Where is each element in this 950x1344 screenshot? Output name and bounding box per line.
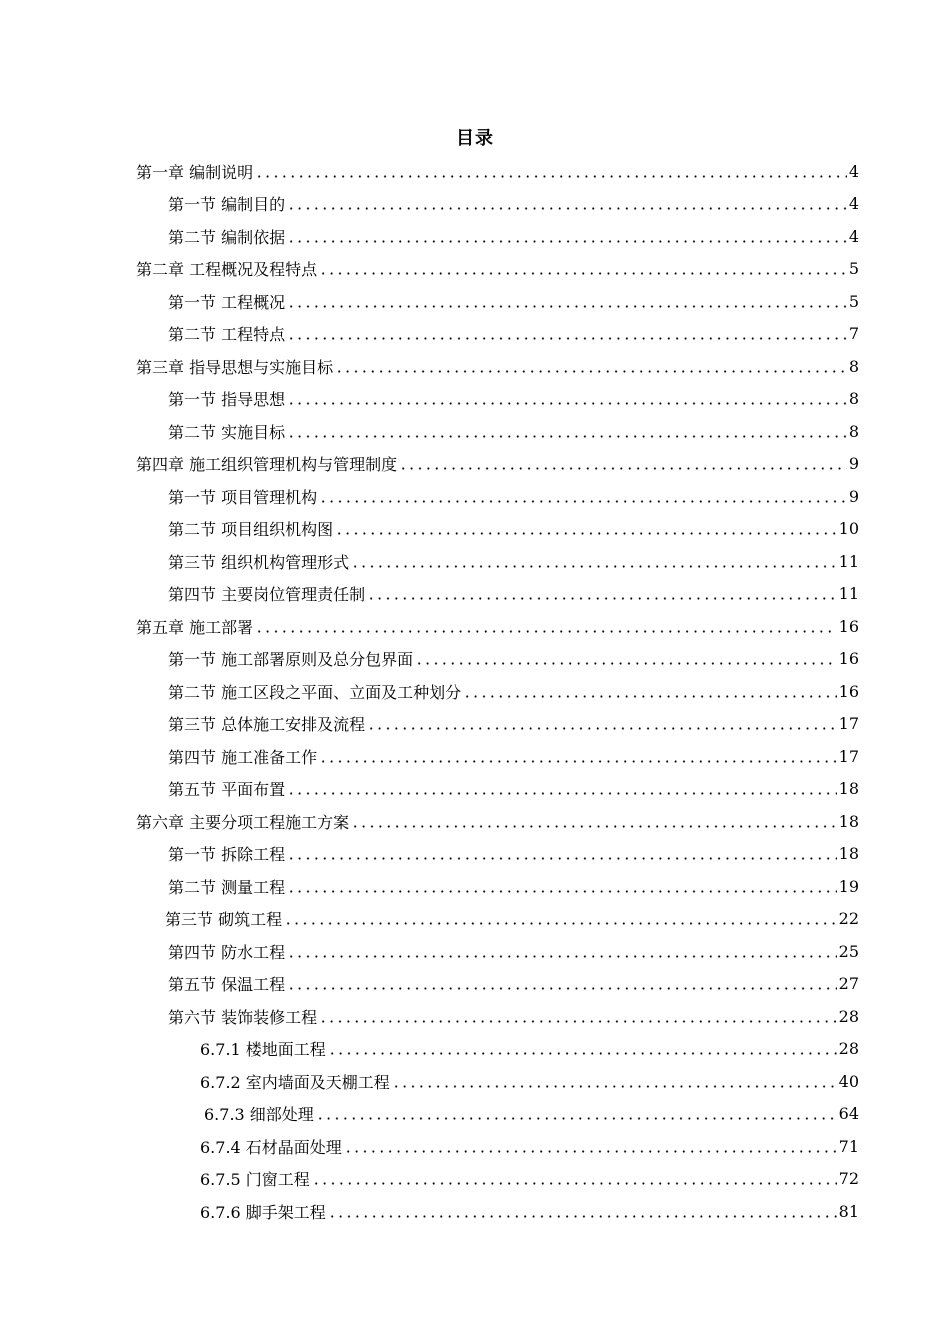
toc-entry-page: 9 xyxy=(848,454,859,474)
toc-entry-page: 28 xyxy=(838,1006,859,1026)
toc-entry[interactable] xyxy=(0,870,950,903)
toc-entry-page: 5 xyxy=(848,259,859,279)
toc-entry-page: 9 xyxy=(848,486,859,506)
toc-entry[interactable] xyxy=(0,253,950,286)
toc-entry-page: 8 xyxy=(848,356,859,376)
toc-dot-leader xyxy=(287,240,847,243)
toc-dot-leader xyxy=(463,695,837,698)
toc-entry[interactable] xyxy=(0,740,950,773)
toc-entry-page: 40 xyxy=(838,1071,859,1091)
toc-entry[interactable] xyxy=(0,903,950,936)
toc-entry[interactable] xyxy=(0,513,950,546)
toc-dot-leader xyxy=(335,370,847,373)
toc-entry-label: 第二节 工程特点 xyxy=(168,325,286,345)
toc-entry[interactable] xyxy=(0,350,950,383)
toc-dot-leader xyxy=(319,500,847,503)
toc-dot-leader xyxy=(255,175,847,178)
toc-entry-label: 6.7.3 细部处理 xyxy=(204,1105,314,1125)
toc-entry[interactable] xyxy=(0,285,950,318)
toc-entry[interactable] xyxy=(0,1000,950,1033)
toc-entry[interactable] xyxy=(0,448,950,481)
toc-dot-leader xyxy=(287,402,847,405)
toc-entry-label: 第二节 编制依据 xyxy=(168,227,286,247)
toc-entry-label: 第二章 工程概况及程特点 xyxy=(136,260,318,280)
toc-entry-label: 第六章 主要分项工程施工方案 xyxy=(136,812,350,832)
toc-entry[interactable] xyxy=(0,610,950,643)
toc-entry-page: 4 xyxy=(848,226,859,246)
toc-dot-leader xyxy=(287,857,837,860)
toc-dot-leader xyxy=(328,1052,837,1055)
toc-entry[interactable] xyxy=(0,675,950,708)
toc-entry-label: 第一节 指导思想 xyxy=(168,390,286,410)
toc-entry-label: 6.7.4 石材晶面处理 xyxy=(200,1137,342,1157)
toc-entry[interactable] xyxy=(0,1163,950,1196)
toc-entry-page: 7 xyxy=(848,324,859,344)
toc-entry-label: 第一节 编制目的 xyxy=(168,195,286,215)
toc-entry-page: 16 xyxy=(838,649,859,669)
toc-dot-leader xyxy=(335,532,837,535)
toc-dot-leader xyxy=(399,467,847,470)
toc-dot-leader xyxy=(351,825,837,828)
toc-entry-page: 28 xyxy=(838,1039,859,1059)
toc-entry[interactable] xyxy=(0,1065,950,1098)
toc-entry-label: 第三节 总体施工安排及流程 xyxy=(168,715,366,735)
toc-entry-page: 18 xyxy=(838,779,859,799)
toc-entry-page: 5 xyxy=(848,291,859,311)
toc-dot-leader xyxy=(287,305,847,308)
toc-entry-page: 10 xyxy=(838,519,859,539)
toc-entry[interactable] xyxy=(0,188,950,221)
toc-dot-leader xyxy=(415,662,837,665)
toc-entry[interactable] xyxy=(0,578,950,611)
toc-entry-label: 第一节 拆除工程 xyxy=(168,845,286,865)
toc-dot-leader xyxy=(344,1150,837,1153)
toc-dot-leader xyxy=(328,1215,837,1218)
toc-dot-leader xyxy=(319,1020,837,1023)
toc-entry-label: 第四节 防水工程 xyxy=(168,942,286,962)
toc-entry[interactable] xyxy=(0,1098,950,1131)
toc-entry-label: 6.7.2 室内墙面及天棚工程 xyxy=(200,1072,390,1092)
toc-entry-page: 18 xyxy=(838,844,859,864)
toc-entry-page: 11 xyxy=(838,584,859,604)
toc-entry[interactable] xyxy=(0,480,950,513)
toc-entry-page: 8 xyxy=(848,421,859,441)
toc-dot-leader xyxy=(392,1085,837,1088)
toc-entry-page: 64 xyxy=(838,1104,859,1124)
toc-entry[interactable] xyxy=(0,383,950,416)
toc-entry-label: 第四章 施工组织管理机构与管理制度 xyxy=(136,455,398,475)
toc-dot-leader xyxy=(287,890,837,893)
toc-entry-page: 17 xyxy=(838,746,859,766)
toc-entry-label: 第四节 施工准备工作 xyxy=(168,747,318,767)
toc-entry[interactable] xyxy=(0,1195,950,1228)
toc-dot-leader xyxy=(284,922,837,925)
toc-entry-page: 19 xyxy=(838,876,859,896)
toc-entry-label: 第三节 组织机构管理形式 xyxy=(168,552,350,572)
toc-entry-label: 第五章 施工部署 xyxy=(136,617,254,637)
toc-entry[interactable] xyxy=(0,415,950,448)
toc-entry-label: 第一章 编制说明 xyxy=(136,162,254,182)
toc-dot-leader xyxy=(367,727,837,730)
toc-entry-page: 71 xyxy=(838,1136,859,1156)
toc-dot-leader xyxy=(367,597,837,600)
toc-entry[interactable] xyxy=(0,935,950,968)
toc-dot-leader xyxy=(319,272,847,275)
toc-entry[interactable] xyxy=(0,318,950,351)
toc-entry-label: 第二节 施工区段之平面、立面及工种划分 xyxy=(168,682,462,702)
toc-dot-leader xyxy=(319,760,837,763)
toc-title: 目录 xyxy=(456,128,494,149)
toc-entry[interactable] xyxy=(0,1033,950,1066)
toc-entry[interactable] xyxy=(0,805,950,838)
toc-entry-label: 第六节 装饰装修工程 xyxy=(168,1007,318,1027)
toc-dot-leader xyxy=(287,435,847,438)
toc-entry-label: 第二节 项目组织机构图 xyxy=(168,520,334,540)
toc-entry-page: 27 xyxy=(838,974,859,994)
toc-entry-page: 4 xyxy=(848,161,859,181)
toc-entry-label: 第二节 测量工程 xyxy=(168,877,286,897)
toc-entry-page: 72 xyxy=(838,1169,859,1189)
toc-entry[interactable] xyxy=(0,838,950,871)
toc-entry[interactable] xyxy=(0,1130,950,1163)
toc-entry-label: 第三节 砌筑工程 xyxy=(165,910,283,930)
toc-dot-leader xyxy=(287,792,837,795)
toc-entry-label: 第一节 工程概况 xyxy=(168,292,286,312)
toc-entry-page: 16 xyxy=(838,616,859,636)
toc-entry[interactable] xyxy=(0,220,950,253)
toc-dot-leader xyxy=(287,955,837,958)
toc-entry-label: 第一节 项目管理机构 xyxy=(168,487,318,507)
toc-dot-leader xyxy=(351,565,837,568)
toc-entry-label: 6.7.1 楼地面工程 xyxy=(200,1040,326,1060)
toc-dot-leader xyxy=(287,207,847,210)
toc-entry-label: 第一节 施工部署原则及总分包界面 xyxy=(168,650,414,670)
toc-dot-leader xyxy=(312,1182,837,1185)
toc-entry-page: 11 xyxy=(838,551,859,571)
toc-entry[interactable] xyxy=(0,155,950,188)
toc-entry-page: 22 xyxy=(838,909,859,929)
toc-entry-label: 第三章 指导思想与实施目标 xyxy=(136,357,334,377)
toc-entry[interactable] xyxy=(0,545,950,578)
toc-entry[interactable] xyxy=(0,968,950,1001)
toc-entry-page: 4 xyxy=(848,194,859,214)
toc-dot-leader xyxy=(287,987,837,990)
toc-entry-label: 第二节 实施目标 xyxy=(168,422,286,442)
toc-entry[interactable] xyxy=(0,773,950,806)
toc-entry-page: 17 xyxy=(838,714,859,734)
toc-entry-page: 25 xyxy=(838,941,859,961)
toc-entry-label: 第五节 保温工程 xyxy=(168,975,286,995)
toc-entry-page: 8 xyxy=(848,389,859,409)
toc-entry-label: 第四节 主要岗位管理责任制 xyxy=(168,585,366,605)
toc-entry-label: 6.7.6 脚手架工程 xyxy=(200,1202,326,1222)
toc-list xyxy=(0,155,950,1228)
toc-dot-leader xyxy=(287,337,847,340)
toc-dot-leader xyxy=(316,1117,837,1120)
toc-entry-page: 16 xyxy=(838,681,859,701)
toc-entry[interactable] xyxy=(0,643,950,676)
toc-entry-page: 18 xyxy=(838,811,859,831)
toc-dot-leader xyxy=(255,630,837,633)
toc-entry-page: 81 xyxy=(838,1201,859,1221)
toc-entry-label: 第五节 平面布置 xyxy=(168,780,286,800)
toc-entry[interactable] xyxy=(0,708,950,741)
toc-entry-label: 6.7.5 门窗工程 xyxy=(200,1170,310,1190)
